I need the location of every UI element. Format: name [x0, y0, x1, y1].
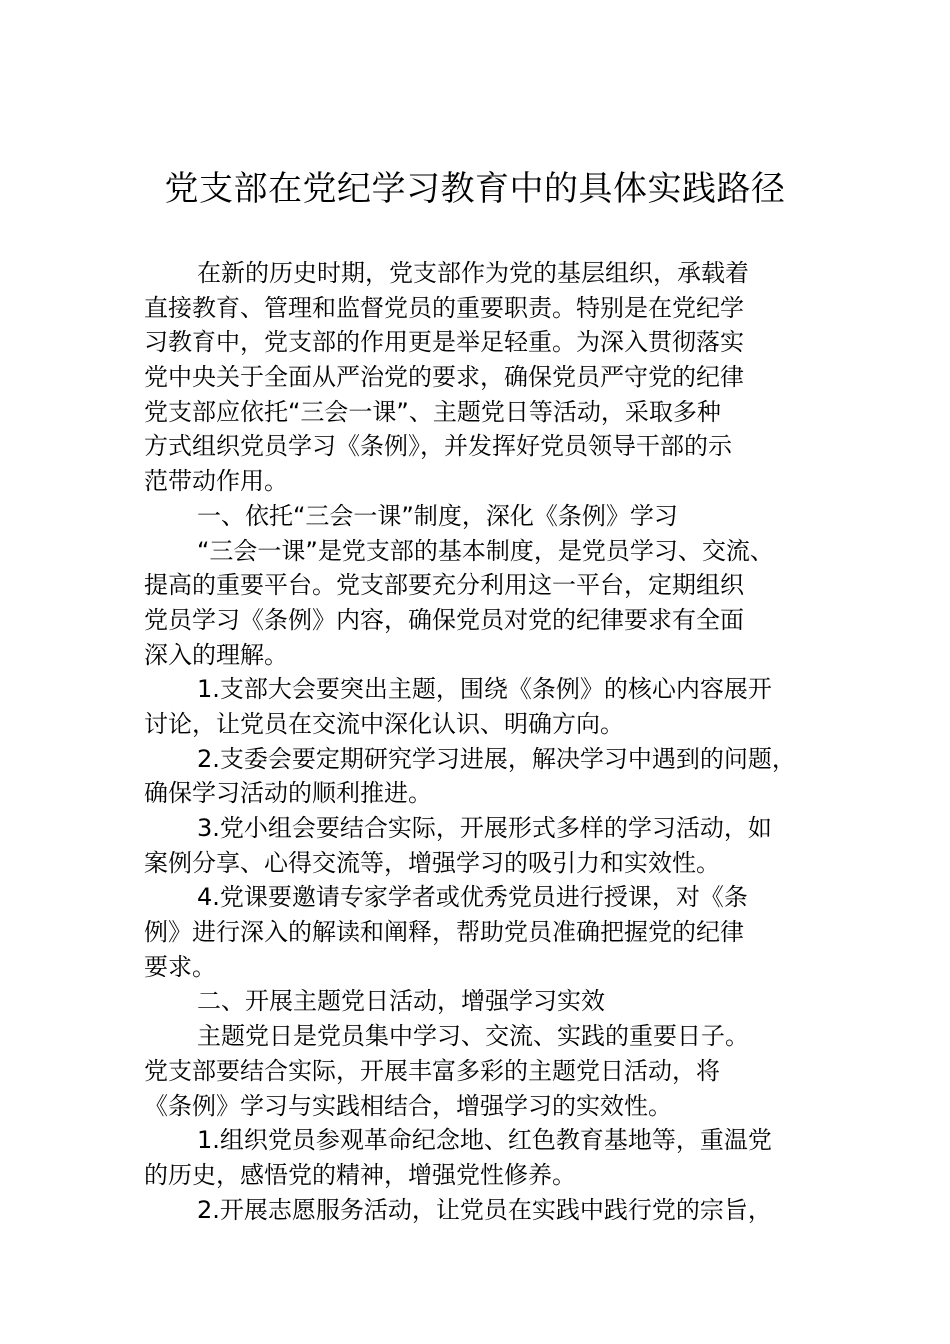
body-line: 主题党日是党员集中学习、交流、实践的重要日子。 — [197, 1022, 749, 1051]
document-body — [144, 256, 844, 1227]
body-line: 3.党小组会要结合实际，开展形式多样的学习活动，如 — [197, 814, 772, 842]
body-line: 1.支部大会要突出主题，围绕《条例》的核心内容展开 — [197, 675, 772, 704]
body-line: 党中央关于全面从严治党的要求，确保党员严守党的纪律 — [144, 363, 744, 392]
body-line: 习教育中，党支部的作用更是举足轻重。为深入贯彻落实 — [144, 328, 744, 357]
body-line: “三会一课”是党支部的基本制度，是党员学习、交流、 — [197, 536, 774, 565]
body-line: 党支部应依托“三会一课”、主题党日等活动，采取多种 — [144, 397, 721, 426]
body-line: 4.党课要邀请专家学者或优秀党员进行授课，对《条 — [197, 883, 748, 912]
body-line: 方式组织党员学习《条例》，并发挥好党员领导干部的示 — [144, 432, 732, 461]
body-line: 党支部要结合实际，开展丰富多彩的主题党日活动，将 — [144, 1056, 720, 1085]
body-line: 直接教育、管理和监督党员的重要职责。特别是在党纪学 — [144, 293, 744, 322]
body-line: 《条例》学习与实践相结合，增强学习的实效性。 — [144, 1091, 672, 1120]
body-line: 党员学习《条例》内容，确保党员对党的纪律要求有全面 — [144, 605, 744, 634]
body-line: 例》进行深入的解读和阐释，帮助党员准确把握党的纪律 — [144, 918, 744, 947]
body-line: 1.组织党员参观革命纪念地、红色教育基地等，重温党 — [197, 1126, 772, 1155]
body-line: 在新的历史时期，党支部作为党的基层组织，承载着 — [197, 259, 749, 287]
body-line: 一、依托“三会一课”制度，深化《条例》学习 — [197, 501, 678, 530]
body-line: 2.支委会要定期研究学习进展，解决学习中遇到的问题， — [197, 744, 796, 773]
body-line: 二、开展主题党日活动，增强学习实效 — [197, 987, 605, 1016]
body-line: 范带动作用。 — [144, 467, 288, 496]
document-title: 党支部在党纪学习教育中的具体实践路径 — [164, 169, 786, 209]
body-line: 案例分享、心得交流等，增强学习的吸引力和实效性。 — [144, 848, 720, 877]
body-line: 2.开展志愿服务活动，让党员在实践中践行党的宗旨， — [197, 1195, 772, 1224]
body-line: 的历史，感悟党的精神，增强党性修养。 — [144, 1160, 576, 1189]
body-line: 提高的重要平台。党支部要充分利用这一平台，定期组织 — [144, 571, 744, 600]
body-line: 确保学习活动的顺利推进。 — [144, 779, 432, 808]
body-line: 深入的理解。 — [144, 640, 288, 669]
body-line: 要求。 — [144, 952, 216, 981]
body-line: 讨论，让党员在交流中深化认识、明确方向。 — [144, 709, 624, 738]
